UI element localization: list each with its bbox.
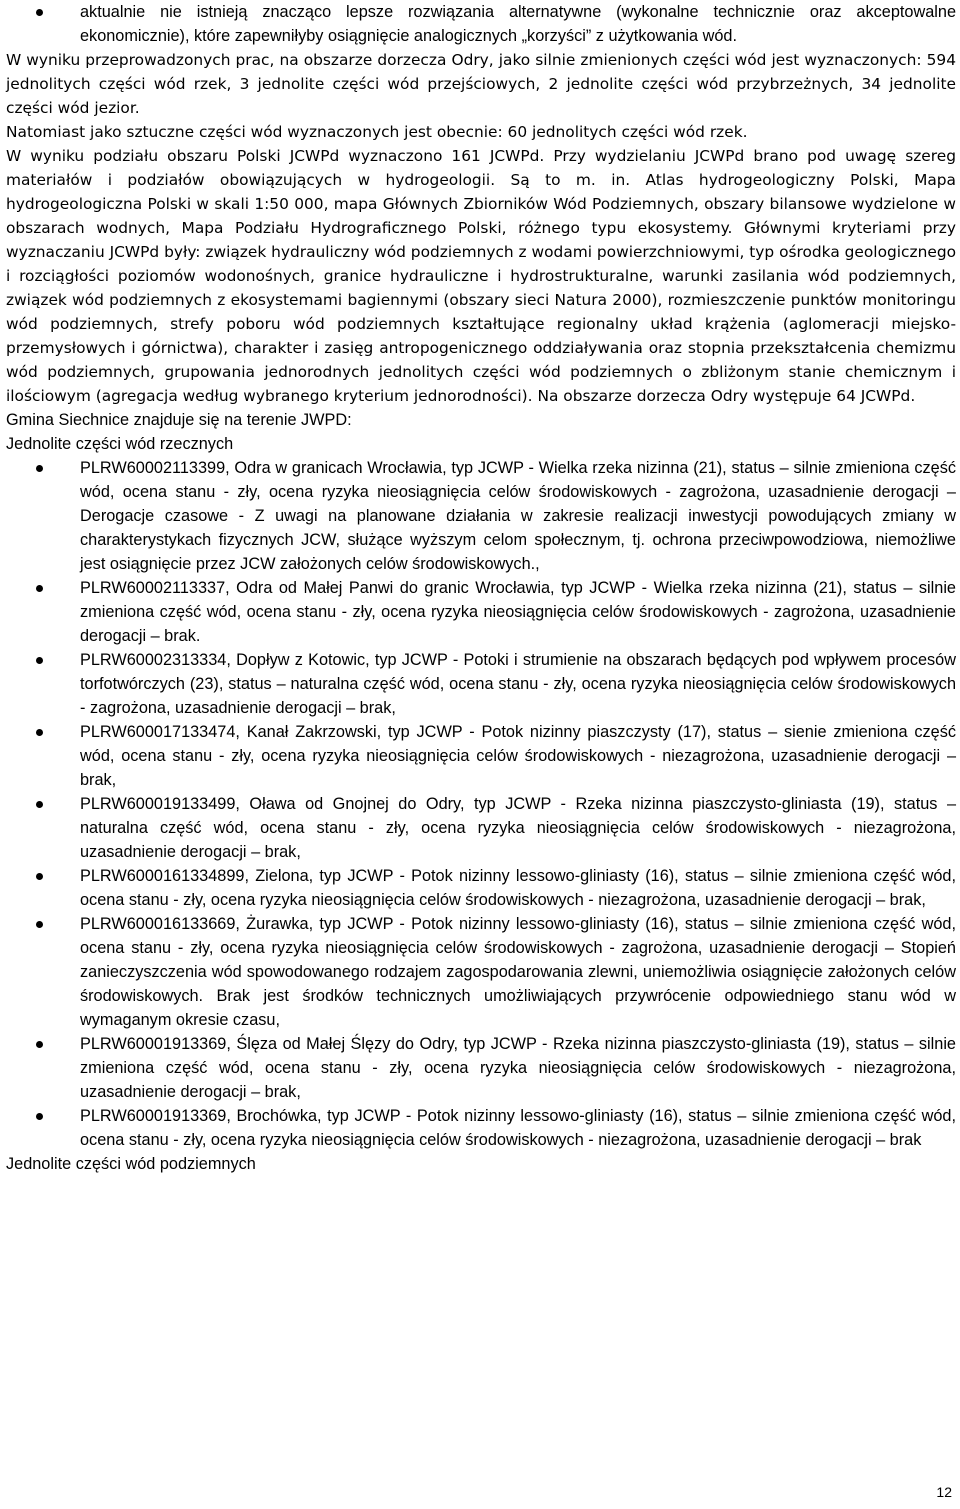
- list-item-text: PLRW600019133499, Oława od Gnojnej do Odry, typ JCWP - Rzeka nizinna piaszczysto-gliniasta (19), status – naturalna część wód, ocena stanu - zły, ocena ryzyka nieosiągnięcia celów środowiskowych - niezagrożona, uzasadnienie derogacji – brak,: [80, 795, 956, 861]
- list-item: [6, 0, 956, 48]
- paragraph: W wyniku podziału obszaru Polski JCWPd wyznaczono 161 JCWPd. Przy wydzielaniu JCWPd brano pod uwagę szereg materiałów i podziałów obowiązujących w hydrogeologii. Są to m. in. Atlas hydrogeologiczny Polski, Mapa hydrogeologiczna Polski w skali 1:50 000, mapa Głównych Zbiorników Wód Podziemnych, obszary bilansowe wydzielone w obszarach wodnych, Mapa Podziału Hydrograficznego Polski, różnego typu ekosystemy. Głównymi kryteriami przy wyznaczaniu JCWPd były: związek hydrauliczny wód podziemnych z wodami powierzchniowymi, typ ośrodka geologicznego i rozciągłości poziomów wodonośnych, granice hydrauliczne i hydrostrukturalne, warunki zasilania wód podziemnych, związek wód podziemnych z ekosystemami bagiennymi (obszary sieci Natura 2000), rozmieszczenie punktów monitoringu wód podziemnych, strefy poboru wód podziemnych kształtujące regionalny układ krążenia (aglomeracji miejsko-przemysłowych i górnictwa), charakter i zasięg antropogenicznego oddziaływania oraz stopnia przekształcenia chemizmu wód podziemnych, grupowania jednorodnych jednolitych części wód podziemnych o zbliżonym stanie chemicznym i ilościowym (agregacja według wybranego kryterium jednorodności). Na obszarze dorzecza Odry występuje 64 JCWPd.: [6, 147, 956, 405]
- section-heading: Jednolite części wód podziemnych: [6, 1155, 256, 1173]
- list-item-text: PLRW60002313334, Dopływ z Kotowic, typ JCWP - Potoki i strumienie na obszarach będących pod wpływem procesów torfotwórczych (23), status – naturalna część wód, ocena stanu - zły, ocena ryzyka nieosiągnięcia celów środowiskowych - zagrożona, uzasadnienie derogacji – brak,: [80, 651, 956, 717]
- list-item: [6, 648, 956, 720]
- list-item: [6, 1032, 956, 1104]
- list-item: [6, 576, 956, 648]
- list-item-text: PLRW600016133669, Żurawka, typ JCWP - Potok nizinny lessowo-gliniasty (16), status – silnie zmieniona część wód, ocena stanu - zły, ocena ryzyka nieosiągnięcia celów środowiskowych - zagrożona, uzasadnienie derogacji – Stopień zanieczyszczenia wód spowodowanego rodzajem zagospodarowania zlewni, uniemożliwia osiągnięcie założonych celów środowiskowych. Brak jest środków technicznych umożliwiających przywrócenie odpowiedniego stanu wód w wymaganym okresie czasu,: [80, 915, 956, 1029]
- list-item-text: PLRW60001913369, Brochówka, typ JCWP - Potok nizinny lessowo-gliniasty (16), status – silnie zmieniona część wód, ocena stanu - zły, ocena ryzyka nieosiągnięcia celów środowiskowych - niezagrożona, uzasadnienie derogacji – brak: [80, 1107, 956, 1149]
- paragraph: W wyniku przeprowadzonych prac, na obszarze dorzecza Odry, jako silnie zmienionych części wód jest wyznaczonych: 594 jednolitych części wód rzek, 3 jednolite części wód przejściowych, 2 jednolite części wód przybrzeżnych, 34 jednolite części wód jezior.: [6, 51, 956, 117]
- bullet-icon: [36, 801, 43, 808]
- list-item-text: PLRW600017133474, Kanał Zakrzowski, typ JCWP - Potok nizinny piaszczysty (17), status – sienie zmieniona część wód, ocena stanu - zły, ocena ryzyka nieosiągnięcia celów środowiskowych - niezagrożona, uzasadnienie derogacji – brak,: [80, 723, 956, 789]
- bullet-icon: [36, 9, 43, 16]
- bullet-icon: [36, 657, 43, 664]
- list-item-text: PLRW60001913369, Ślęza od Małej Ślęzy do Odry, typ JCWP - Rzeka nizinna piaszczysto-gliniasta (19), status – silnie zmieniona część wód, ocena stanu - zły, ocena ryzyka nieosiągnięcia celów środowiskowych - niezagrożona, uzasadnienie derogacji – brak,: [80, 1035, 956, 1101]
- page-content: [6, 0, 956, 1176]
- bullet-icon: [36, 585, 43, 592]
- bullet-icon: [36, 729, 43, 736]
- top-bullet-list: [6, 0, 956, 48]
- list-item: [6, 864, 956, 912]
- list-item: [6, 720, 956, 792]
- paragraph: Gmina Siechnice znajduje się na terenie JWPD:: [6, 411, 352, 429]
- list-item: [6, 912, 956, 1032]
- paragraph: Natomiast jako sztuczne części wód wyznaczonych jest obecnie: 60 jednolitych części wód rzek.: [6, 123, 748, 141]
- bullet-icon: [36, 873, 43, 880]
- list-item-text: PLRW60002113399, Odra w granicach Wrocławia, typ JCWP - Wielka rzeka nizinna (21), status – silnie zmieniona część wód, ocena stanu - zły, ocena ryzyka nieosiągnięcia celów środowiskowych - zagrożona, uzasadnienie derogacji – Derogacje czasowe - Z uwagi na planowane działania w zakresie realizacji inwestycji powodujących zmiany w charakterystykach fizycznych JCW, służące wyższym celom społecznym, tj. ochrona przeciwpowodziowa, niemożliwe jest osiągnięcie przez JCW założonych celów środowiskowych.,: [80, 459, 956, 573]
- bullet-icon: [36, 921, 43, 928]
- river-bodies-list: [6, 456, 956, 1152]
- list-item: [6, 456, 956, 576]
- bullet-icon: [36, 465, 43, 472]
- page-number: 12: [936, 1484, 952, 1500]
- bullet-icon: [36, 1041, 43, 1048]
- list-item-text: PLRW60002113337, Odra od Małej Panwi do granic Wrocławia, typ JCWP - Wielka rzeka nizinna (21), status – silnie zmieniona część wód, ocena stanu - zły, ocena ryzyka nieosiągnięcia celów środowiskowych - zagrożona, uzasadnienie derogacji – brak.: [80, 579, 956, 645]
- list-item-text: aktualnie nie istnieją znacząco lepsze rozwiązania alternatywne (wykonalne technicznie oraz akceptowalne ekonomicznie), które zapewniłyby osiągnięcie analogicznych „korzyści” z użytkowania wód.: [80, 3, 956, 45]
- section-heading: Jednolite części wód rzecznych: [6, 435, 234, 453]
- list-item-text: PLRW6000161334899, Zielona, typ JCWP - Potok nizinny lessowo-gliniasty (16), status – silnie zmieniona część wód, ocena stanu - zły, ocena ryzyka nieosiągnięcia celów środowiskowych - niezagrożona, uzasadnienie derogacji – brak,: [80, 867, 956, 909]
- list-item: [6, 792, 956, 864]
- bullet-icon: [36, 1113, 43, 1120]
- list-item: [6, 1104, 956, 1152]
